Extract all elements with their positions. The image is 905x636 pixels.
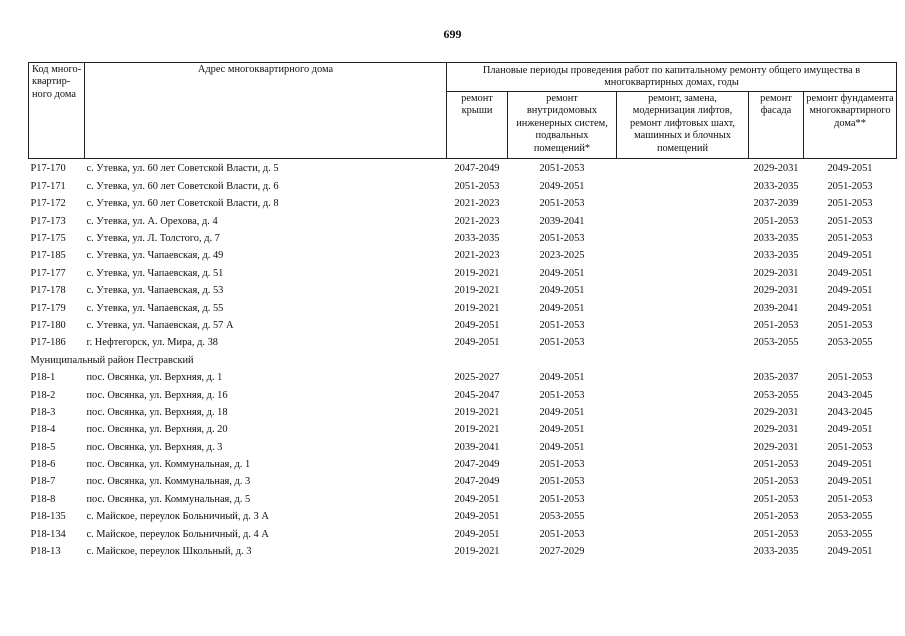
cell-code: Р17-171 [30,180,66,192]
table-row [29,404,897,421]
cell-engineering: 2049-2051 [539,267,585,279]
cell-engineering: 2023-2025 [539,250,585,262]
cell-roof: 2047-2049 [454,459,500,471]
cell-facade: 2029-2031 [753,267,799,279]
cell-foundation: 2051-2053 [827,372,873,384]
cell-foundation: 2049-2051 [827,546,873,558]
cell-engineering: 2051-2053 [539,198,585,210]
cell-foundation: 2049-2051 [827,285,873,297]
cell-facade: 2053-2055 [753,337,799,349]
cell-roof: 2049-2051 [454,528,500,540]
cell-facade: 2039-2041 [753,302,799,314]
cell-foundation: 2043-2045 [827,389,873,401]
cell-foundation: 2051-2053 [827,493,873,505]
cell-facade: 2033-2035 [753,180,799,192]
cell-address: пос. Овсянка, ул. Верхняя, д. 3 [86,441,223,453]
section-row [29,352,897,369]
cell-lifts [617,370,749,387]
cell-facade: 2051-2053 [753,528,799,540]
cell-code: Р18-1 [30,372,56,384]
cell-foundation: 2051-2053 [827,180,873,192]
cell-roof: 2019-2021 [454,546,500,558]
cell-lifts [617,265,749,282]
cell-foundation: 2049-2051 [827,476,873,488]
table-row [29,213,897,230]
cell-roof: 2033-2035 [454,232,500,244]
cell-lifts [617,422,749,439]
cell-facade: 2035-2037 [753,372,799,384]
cell-address: г. Нефтегорск, ул. Мира, д. 38 [86,337,218,349]
cell-foundation: 2051-2053 [827,215,873,227]
cell-facade: 2029-2031 [753,285,799,297]
repair-schedule-table [28,62,897,561]
cell-engineering: 2049-2051 [539,441,585,453]
table-row [29,474,897,491]
cell-roof: 2019-2021 [454,406,500,418]
table-row [29,231,897,248]
cell-lifts [617,439,749,456]
cell-lifts [617,248,749,265]
cell-lifts [617,231,749,248]
cell-lifts [617,474,749,491]
cell-roof: 2025-2027 [454,372,500,384]
table-row [29,439,897,456]
cell-code: Р17-172 [30,198,66,210]
cell-lifts [617,544,749,561]
cell-foundation: 2053-2055 [827,511,873,523]
cell-lifts [617,317,749,334]
cell-foundation: 2049-2051 [827,250,873,262]
cell-code: Р17-170 [30,163,66,175]
cell-facade: 2029-2031 [753,406,799,418]
cell-address: пос. Овсянка, ул. Коммунальная, д. 3 [86,476,251,488]
cell-foundation: 2051-2053 [827,441,873,453]
page-number: 699 [443,27,462,41]
header-periods: Плановые периоды проведения работ по капитальному ремонту общего имущества в многоквартирных домах, годы [447,63,897,92]
cell-lifts [617,158,749,178]
cell-engineering: 2049-2051 [539,180,585,192]
cell-lifts [617,335,749,352]
cell-foundation: 2049-2051 [827,459,873,471]
table-row [29,283,897,300]
cell-foundation: 2043-2045 [827,406,873,418]
header-lifts: ремонт, замена, модернизация лифтов, ремонт лифтовых шахт, машинных и блочных помещений [617,91,749,158]
cell-foundation: 2049-2051 [827,424,873,436]
cell-lifts [617,283,749,300]
cell-code: Р17-173 [30,215,66,227]
cell-lifts [617,387,749,404]
cell-engineering: 2051-2053 [539,389,585,401]
cell-address: пос. Овсянка, ул. Верхняя, д. 20 [86,424,228,436]
cell-address: с. Утевка, ул. А. Орехова, д. 4 [86,215,218,227]
section-title: Муниципальный район Пестравский [30,354,194,366]
cell-facade: 2037-2039 [753,198,799,210]
cell-address: с. Майское, переулок Школьный, д. 3 [86,546,252,558]
cell-lifts [617,213,749,230]
cell-engineering: 2053-2055 [539,511,585,523]
header-roof: ремонт крыши [447,91,508,158]
cell-engineering: 2039-2041 [539,215,585,227]
cell-foundation: 2051-2053 [827,319,873,331]
table-row [29,248,897,265]
cell-address: пос. Овсянка, ул. Верхняя, д. 1 [86,372,223,384]
cell-roof: 2019-2021 [454,302,500,314]
cell-address: с. Утевка, ул. Чапаевская, д. 51 [86,267,224,279]
cell-foundation: 2051-2053 [827,198,873,210]
cell-roof: 2051-2053 [454,180,500,192]
cell-lifts [617,457,749,474]
cell-engineering: 2049-2051 [539,372,585,384]
cell-code: Р17-185 [30,250,66,262]
cell-engineering: 2027-2029 [539,546,585,558]
cell-code: Р18-3 [30,406,56,418]
cell-lifts [617,196,749,213]
table-row [29,509,897,526]
cell-address: с. Утевка, ул. Л. Толстого, д. 7 [86,232,220,244]
table-row [29,422,897,439]
table-row [29,158,897,178]
cell-code: Р18-6 [30,459,56,471]
header-facade: ремонт фасада [749,91,804,158]
table-row [29,387,897,404]
cell-facade: 2051-2053 [753,476,799,488]
cell-address: с. Утевка, ул. Чапаевская, д. 53 [86,285,224,297]
cell-foundation: 2049-2051 [827,302,873,314]
cell-code: Р18-4 [30,424,56,436]
table-row [29,196,897,213]
cell-facade: 2033-2035 [753,250,799,262]
cell-address: с. Утевка, ул. 60 лет Советской Власти, д. 6 [86,180,279,192]
cell-address: с. Утевка, ул. Чапаевская, д. 57 А [86,319,234,331]
cell-engineering: 2051-2053 [539,337,585,349]
cell-facade: 2029-2031 [753,441,799,453]
cell-engineering: 2051-2053 [539,319,585,331]
cell-code: Р17-175 [30,232,66,244]
cell-code: Р18-5 [30,441,56,453]
cell-address: с. Утевка, ул. Чапаевская, д. 49 [86,250,224,262]
cell-lifts [617,526,749,543]
cell-facade: 2051-2053 [753,493,799,505]
cell-roof: 2039-2041 [454,441,500,453]
cell-roof: 2049-2051 [454,511,500,523]
cell-facade: 2051-2053 [753,215,799,227]
table-row [29,335,897,352]
cell-code: Р17-186 [30,337,66,349]
cell-address: пос. Овсянка, ул. Коммунальная, д. 1 [86,459,251,471]
cell-code: Р18-135 [30,511,66,523]
cell-address: с. Утевка, ул. 60 лет Советской Власти, д. 5 [86,163,279,175]
cell-address: пос. Овсянка, ул. Коммунальная, д. 5 [86,493,251,505]
cell-lifts [617,509,749,526]
cell-roof: 2019-2021 [454,285,500,297]
cell-lifts [617,300,749,317]
cell-lifts [617,404,749,421]
cell-facade: 2051-2053 [753,511,799,523]
cell-roof: 2045-2047 [454,389,500,401]
cell-facade: 2029-2031 [753,163,799,175]
cell-foundation: 2051-2053 [827,232,873,244]
table-row [29,317,897,334]
table-body [29,158,897,560]
cell-address: с. Майское, переулок Больничный, д. 3 А [86,511,269,523]
cell-lifts [617,178,749,195]
cell-facade: 2033-2035 [753,546,799,558]
cell-roof: 2049-2051 [454,493,500,505]
cell-roof: 2021-2023 [454,198,500,210]
cell-address: пос. Овсянка, ул. Верхняя, д. 18 [86,406,228,418]
table-row [29,544,897,561]
cell-engineering: 2051-2053 [539,163,585,175]
cell-roof: 2019-2021 [454,267,500,279]
table-row [29,491,897,508]
table-row [29,370,897,387]
cell-lifts [617,491,749,508]
cell-roof: 2019-2021 [454,424,500,436]
table-row [29,526,897,543]
cell-engineering: 2051-2053 [539,232,585,244]
cell-code: Р18-2 [30,389,56,401]
table-row [29,178,897,195]
header-code: Код много-квартир-ного дома [29,63,85,159]
cell-roof: 2047-2049 [454,476,500,488]
table-row [29,265,897,282]
cell-engineering: 2049-2051 [539,285,585,297]
cell-code: Р18-134 [30,528,66,540]
cell-engineering: 2051-2053 [539,459,585,471]
header-engineering: ремонт внутридомовых инженерных систем, подвальных помещений* [508,91,617,158]
cell-engineering: 2051-2053 [539,476,585,488]
cell-foundation: 2049-2051 [827,163,873,175]
cell-code: Р18-7 [30,476,56,488]
cell-code: Р17-177 [30,267,66,279]
cell-roof: 2021-2023 [454,250,500,262]
header-address: Адрес многоквартирного дома [85,63,447,159]
cell-code: Р17-179 [30,302,66,314]
cell-foundation: 2053-2055 [827,528,873,540]
cell-roof: 2049-2051 [454,319,500,331]
cell-engineering: 2051-2053 [539,528,585,540]
cell-engineering: 2049-2051 [539,302,585,314]
cell-roof: 2047-2049 [454,163,500,175]
cell-address: с. Утевка, ул. 60 лет Советской Власти, д. 8 [86,198,279,210]
cell-engineering: 2049-2051 [539,424,585,436]
table-row [29,457,897,474]
cell-engineering: 2049-2051 [539,406,585,418]
cell-engineering: 2051-2053 [539,493,585,505]
cell-code: Р18-13 [30,546,61,558]
cell-foundation: 2049-2051 [827,267,873,279]
table-row [29,300,897,317]
cell-facade: 2051-2053 [753,459,799,471]
cell-address: с. Майское, переулок Больничный, д. 4 А [86,528,269,540]
cell-facade: 2051-2053 [753,319,799,331]
cell-facade: 2033-2035 [753,232,799,244]
cell-code: Р17-178 [30,285,66,297]
cell-roof: 2021-2023 [454,215,500,227]
cell-address: с. Утевка, ул. Чапаевская, д. 55 [86,302,224,314]
cell-code: Р18-8 [30,493,56,505]
cell-facade: 2053-2055 [753,389,799,401]
cell-address: пос. Овсянка, ул. Верхняя, д. 16 [86,389,228,401]
cell-code: Р17-180 [30,319,66,331]
header-foundation: ремонт фундамента многоквартирного дома** [804,91,897,158]
cell-foundation: 2053-2055 [827,337,873,349]
cell-roof: 2049-2051 [454,337,500,349]
cell-facade: 2029-2031 [753,424,799,436]
